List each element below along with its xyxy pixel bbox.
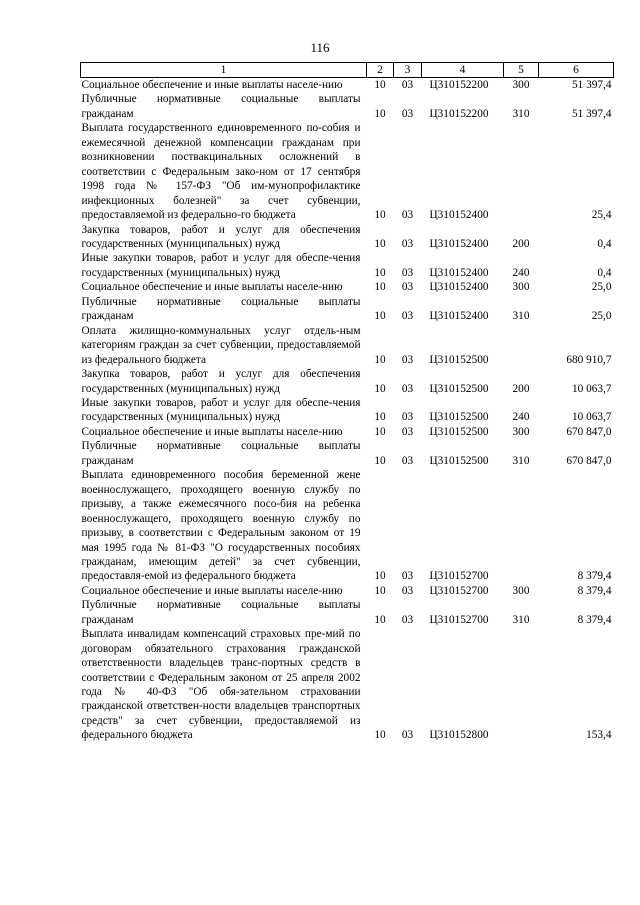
row-amount: 670 847,0 bbox=[566, 425, 612, 438]
row-subsection: 03 bbox=[401, 353, 414, 366]
row-subsection: 03 bbox=[401, 237, 414, 250]
column-header: 6 bbox=[539, 63, 614, 78]
row-section: 10 bbox=[374, 382, 386, 395]
row-subsection: 03 bbox=[401, 570, 414, 583]
column-header: 3 bbox=[394, 63, 422, 78]
row-target-article: Ц310152400 bbox=[429, 266, 489, 279]
row-expense-type: 300 bbox=[512, 79, 530, 91]
row-subsection: 03 bbox=[401, 454, 414, 467]
row-amount: 51 397,4 bbox=[571, 79, 612, 91]
row-target-article: Ц310152500 bbox=[429, 454, 489, 467]
row-expense-type: 200 bbox=[512, 237, 530, 250]
row-name: Оплата жилищно-коммунальных услуг отдель-ным категориям граждан за счет субвенции, предоставляемой из федерального бюджета bbox=[81, 324, 361, 366]
row-subsection: 03 bbox=[401, 613, 414, 626]
header-row bbox=[81, 63, 614, 78]
row-name: Социальное обеспечение и иные выплаты населе-нию bbox=[81, 425, 343, 438]
row-section: 10 bbox=[374, 570, 386, 583]
row-target-article: Ц310152500 bbox=[429, 353, 489, 366]
row-expense-type: 310 bbox=[512, 454, 530, 467]
row-section: 10 bbox=[374, 237, 386, 250]
table-row bbox=[81, 121, 614, 222]
row-subsection: 03 bbox=[401, 425, 414, 438]
row-section: 10 bbox=[374, 411, 386, 424]
table-row bbox=[81, 223, 614, 252]
row-target-article: Ц310152400 bbox=[429, 281, 489, 294]
row-amount: 25,0 bbox=[591, 281, 612, 294]
page-number: 116 bbox=[310, 40, 330, 55]
table-row bbox=[81, 627, 614, 743]
row-section: 10 bbox=[374, 310, 386, 323]
column-header: 5 bbox=[504, 63, 539, 78]
table-row bbox=[81, 425, 614, 439]
row-target-article: Ц310152700 bbox=[429, 584, 489, 597]
budget-table bbox=[80, 62, 614, 743]
row-section: 10 bbox=[374, 454, 386, 467]
row-target-article: Ц310152700 bbox=[429, 570, 489, 583]
row-amount: 51 397,4 bbox=[571, 107, 612, 120]
row-name: Публичные нормативные социальные выплаты гражданам bbox=[81, 599, 361, 626]
table-row bbox=[81, 280, 614, 294]
row-amount: 670 847,0 bbox=[566, 454, 612, 467]
row-subsection: 03 bbox=[401, 729, 414, 742]
row-name: Социальное обеспечение и иные выплаты населе-нию bbox=[81, 79, 343, 91]
row-name: Выплата единовременного пособия беременной жене военнослужащего, проходящего военную службу по призыву, а также ежемесячного посо-бия на ребенка военнослужащего, проходящего военную службу по призыву, в соответствии с Федеральным законом от 19 мая 1995 года № 81-ФЗ "О государственных пособиях гражданам, имеющим детей" за счет субвенции, предоставля-емой из федерального бюджета bbox=[81, 469, 361, 583]
row-subsection: 03 bbox=[401, 79, 414, 91]
row-subsection: 03 bbox=[401, 411, 414, 424]
row-expense-type: 300 bbox=[512, 584, 530, 597]
column-header: 2 bbox=[367, 63, 394, 78]
row-amount: 25,4 bbox=[591, 209, 612, 222]
row-target-article: Ц310152200 bbox=[429, 79, 489, 91]
row-expense-type: 240 bbox=[512, 411, 530, 424]
row-section: 10 bbox=[374, 107, 386, 120]
row-subsection: 03 bbox=[401, 310, 414, 323]
row-expense-type bbox=[504, 121, 539, 222]
row-name: Закупка товаров, работ и услуг для обеспечения государственных (муниципальных) нужд bbox=[81, 223, 361, 250]
row-section: 10 bbox=[374, 79, 386, 91]
table-body bbox=[81, 78, 614, 743]
row-section: 10 bbox=[374, 729, 386, 742]
row-name: Иные закупки товаров, работ и услуг для обеспе-чения государственных (муниципальных) нужд bbox=[81, 252, 361, 279]
row-subsection: 03 bbox=[401, 281, 414, 294]
row-name: Публичные нормативные социальные выплаты гражданам bbox=[81, 295, 361, 323]
column-header: 1 bbox=[81, 63, 367, 78]
row-name: Публичные нормативные социальные выплаты гражданам bbox=[81, 93, 361, 120]
row-subsection: 03 bbox=[401, 107, 414, 120]
row-name: Иные закупки товаров, работ и услуг для обеспе-чения государственных (муниципальных) нужд bbox=[81, 396, 361, 424]
row-name: Выплата инвалидам компенсаций страховых пре-мий по договорам обязательного страхования гражданской ответственности владельцев транс-портных средств в соответствии с Федеральным законом от 25 апреля 2002 года № 40-ФЗ "Об обя-зательном страховании гражданской ответствен-ности владельцев транспортных средств" за счет субвенции, предоставляемой из федерального бюджета bbox=[81, 628, 361, 742]
row-amount: 8 379,4 bbox=[577, 570, 612, 583]
row-expense-type: 300 bbox=[512, 281, 530, 294]
table-row bbox=[81, 396, 614, 425]
row-name: Социальное обеспечение и иные выплаты населе-нию bbox=[81, 584, 343, 597]
row-subsection: 03 bbox=[401, 382, 414, 395]
row-expense-type bbox=[504, 627, 539, 743]
row-amount: 10 063,7 bbox=[571, 411, 612, 424]
table-row bbox=[81, 251, 614, 280]
row-section: 10 bbox=[374, 209, 386, 222]
row-subsection: 03 bbox=[401, 209, 414, 222]
row-target-article: Ц310152400 bbox=[429, 209, 489, 222]
table-row bbox=[81, 92, 614, 121]
row-subsection: 03 bbox=[401, 266, 414, 279]
table-row bbox=[81, 468, 614, 584]
table-row bbox=[81, 598, 614, 627]
row-section: 10 bbox=[374, 281, 386, 294]
row-target-article: Ц310152500 bbox=[429, 382, 489, 395]
row-section: 10 bbox=[374, 613, 386, 626]
table-row bbox=[81, 78, 614, 93]
table-header bbox=[81, 63, 614, 78]
row-amount: 25,0 bbox=[591, 310, 612, 323]
row-amount: 10 063,7 bbox=[571, 382, 612, 395]
row-expense-type: 310 bbox=[512, 107, 530, 120]
row-amount: 0,4 bbox=[597, 237, 612, 250]
row-name: Выплата государственного единовременного по-собия и ежемесячной денежной компенсации гражданам при возникновении поствакцинальных осложнений в соответствии с Федеральным зако-ном от 17 сентября 1998 года № 157-ФЗ "Об им-мунопрофилактике инфекционных болезней" за счет субвенции, предоставляемой из федерально-го бюджета bbox=[81, 122, 361, 222]
row-expense-type bbox=[504, 324, 539, 367]
row-target-article: Ц310152700 bbox=[429, 613, 489, 626]
row-amount: 153,4 bbox=[586, 729, 612, 742]
row-amount: 680 910,7 bbox=[566, 353, 612, 366]
row-expense-type: 200 bbox=[512, 382, 530, 395]
row-expense-type bbox=[504, 468, 539, 584]
table-row bbox=[81, 439, 614, 468]
table-row bbox=[81, 295, 614, 324]
row-name: Публичные нормативные социальные выплаты гражданам bbox=[81, 440, 361, 467]
row-target-article: Ц310152200 bbox=[429, 107, 489, 120]
row-expense-type: 300 bbox=[512, 425, 530, 438]
row-expense-type: 240 bbox=[512, 266, 530, 279]
row-subsection: 03 bbox=[401, 584, 414, 597]
row-amount: 0,4 bbox=[597, 266, 612, 279]
row-name: Закупка товаров, работ и услуг для обеспечения государственных (муниципальных) нужд bbox=[81, 368, 361, 395]
row-section: 10 bbox=[374, 584, 386, 597]
row-target-article: Ц310152800 bbox=[429, 729, 489, 742]
row-name: Социальное обеспечение и иные выплаты населе-нию bbox=[81, 281, 343, 294]
row-target-article: Ц310152500 bbox=[429, 425, 489, 438]
row-section: 10 bbox=[374, 353, 386, 366]
row-section: 10 bbox=[374, 266, 386, 279]
row-section: 10 bbox=[374, 425, 386, 438]
row-expense-type: 310 bbox=[512, 310, 530, 323]
table-row bbox=[81, 584, 614, 598]
row-amount: 8 379,4 bbox=[577, 584, 612, 597]
row-expense-type: 310 bbox=[512, 613, 530, 626]
row-target-article: Ц310152400 bbox=[429, 237, 489, 250]
row-target-article: Ц310152400 bbox=[429, 310, 489, 323]
table-row bbox=[81, 324, 614, 367]
row-target-article: Ц310152500 bbox=[429, 411, 489, 424]
row-amount: 8 379,4 bbox=[577, 613, 612, 626]
table-row bbox=[81, 367, 614, 396]
column-header: 4 bbox=[422, 63, 504, 78]
